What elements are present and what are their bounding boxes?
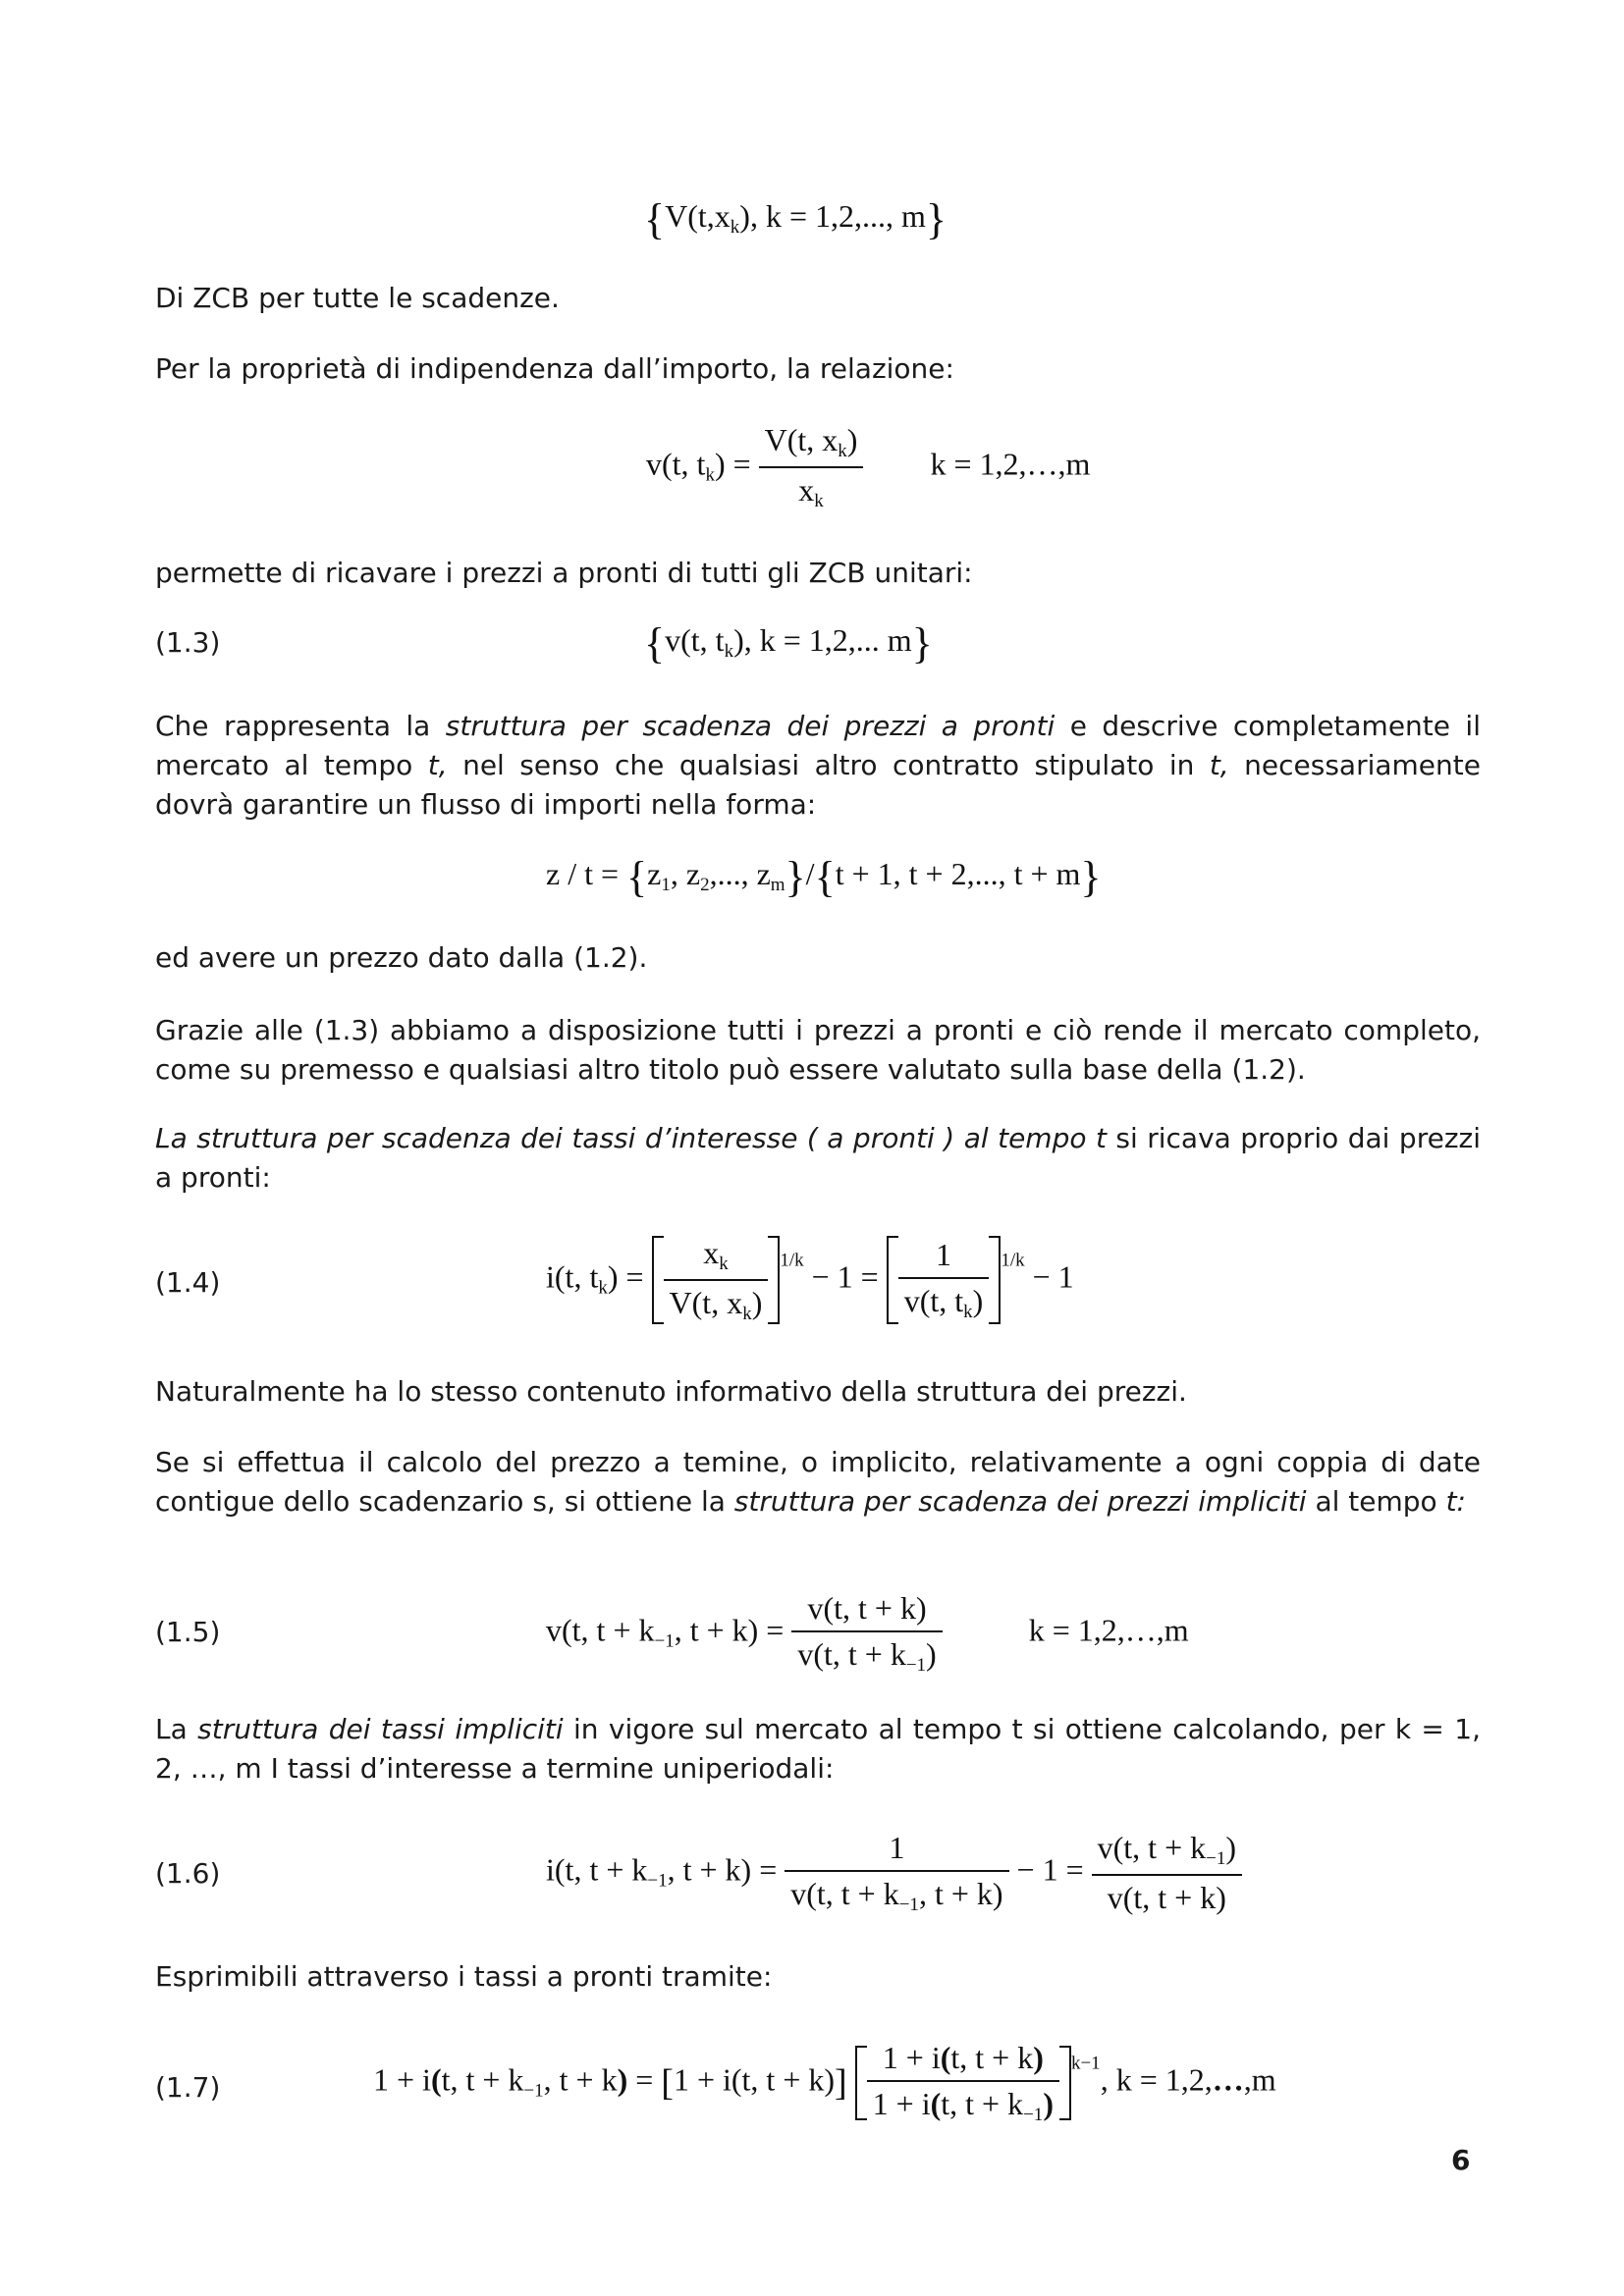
equation-cash-flow: $z / t = \{z_1$, $z_2$,..., $z_m\}/\{t + 1$, t + 2,..., t + m} xyxy=(546,853,1102,901)
paragraph-independence-property: Per la proprietà di indipendenza dall’importo, la relazione: xyxy=(155,352,954,385)
equation-label-1-6: (1.6) xyxy=(155,1857,221,1890)
emphasis-t: t, xyxy=(1209,749,1229,781)
text-run: al tempo xyxy=(1306,1485,1446,1518)
equation-label-1-4: (1.4) xyxy=(155,1266,221,1299)
paragraph-spot-price-structure xyxy=(155,707,1481,825)
equation-1-5: v(t, $t + k_{-1}$, t + k) = $\frac{v(t, t + k)}{v(t, t + k_{-1})}$ k = 1,2,…,m xyxy=(546,1590,1189,1676)
paragraph-implicit-rates xyxy=(155,1710,1481,1789)
paragraph-interest-rate-structure xyxy=(155,1119,1481,1198)
bracket-right xyxy=(989,1236,1001,1324)
text-run: e descrive completamente il mercato al tempo xyxy=(155,710,1481,781)
paragraph-zcb-maturities: Di ZCB per tutte le scadenze. xyxy=(155,282,560,314)
equation-set-V: {$V(t,x_k)$, k = 1,2,..., m} xyxy=(644,195,947,243)
equation-1-7: 1 + i(t, $t + k_{-1}$, t + k) = [1 + i(t, t + k)] $\frac{1 + i(t, t + k)}{1 + i(t, t + k_{-1})}$ $^{k-1}$, k = 1,2,…,m xyxy=(373,2040,1276,2125)
page-number: 6 xyxy=(1451,2144,1471,2176)
equation-label-1-3: (1.3) xyxy=(155,626,221,659)
bracket-right xyxy=(768,1236,780,1324)
bracket-right xyxy=(1059,2046,1071,2120)
paragraph-implicit-prices xyxy=(155,1443,1481,1522)
emphasis-t: t, xyxy=(427,749,448,781)
fraction-V-over-x: $\frac{V(t, x_k)}{x_k}$ xyxy=(759,422,864,512)
equation-label-1-5: (1.5) xyxy=(155,1616,221,1648)
equation-1-3: {v(t, $t_k$), k = 1,2,... m} xyxy=(644,619,933,667)
bracket-left xyxy=(855,2046,867,2120)
text-run: necessariamente dovrà garantire un flusso di importi nella forma: xyxy=(155,749,1481,821)
text-run: Che rappresenta la xyxy=(155,710,446,742)
text-run: nel senso che qualsiasi altro contratto stipulato in xyxy=(447,749,1210,781)
emphasis-t: t: xyxy=(1445,1485,1466,1518)
bracket-left xyxy=(887,1236,898,1324)
equation-1-4: i(t, $t_k$) = $\frac{x_k}{V(t, x_k)}$ $^{1/k}$ − 1 = $\frac{1}{v(t, t_k)}$ $^{1/k}$ − 1 xyxy=(546,1235,1074,1324)
text-run: in vigore sul mercato al tempo t si ottiene calcolando, per k = 1, 2, …, m I tassi d’interesse a termine uniperiodali: xyxy=(155,1713,1481,1785)
emphasis-interest-rate-structure: La struttura per scadenza dei tassi d’interesse ( a pronti ) al tempo t xyxy=(155,1122,1107,1154)
paragraph-same-information: Naturalmente ha lo stesso contenuto informativo della struttura dei prezzi. xyxy=(155,1375,1187,1408)
equation-1-6: i(t, $t + k_{-1}$, t + k) = $\frac{1}{v(t, t + k_{-1}, t + k)}$ − 1 = $\frac{v(t, t + k_{-1})}{v(t, t + k)}$ xyxy=(546,1830,1242,1916)
text-run: La xyxy=(155,1713,198,1745)
paragraph-expressible: Esprimibili attraverso i tassi a pronti tramite: xyxy=(155,1960,773,1993)
emphasis-implicit-price-structure: struttura per scadenza dei prezzi impliciti xyxy=(733,1485,1307,1518)
emphasis-implicit-rate-structure: struttura dei tassi impliciti xyxy=(197,1713,564,1745)
paragraph-derive-spot-prices: permette di ricavare i prezzi a pronti di tutti gli ZCB unitari: xyxy=(155,557,973,589)
text-run: si ricava proprio dai prezzi a pronti: xyxy=(155,1122,1481,1194)
bracket-left xyxy=(652,1236,664,1324)
equation-unit-zcb-price: v(t, $t_k$) = $\frac{V(t, x_k)}{x_k}$ k = 1,2,…,m xyxy=(646,422,1091,511)
paragraph-price-given: ed avere un prezzo dato dalla (1.2). xyxy=(155,941,648,974)
paragraph-complete-market: Grazie alle (1.3) abbiamo a disposizione tutti i prezzi a pronti e ciò rende il mercato completo, come su premesso e qualsiasi altro titolo può essere valutato sulla base della (1.2). xyxy=(155,1014,1481,1086)
equation-label-1-7: (1.7) xyxy=(155,2071,221,2104)
text-run: Se si effettua il calcolo del prezzo a temine, o implicito, relativamente a ogni coppia di date contigue dello scadenzario s, si ottiene la xyxy=(155,1446,1481,1518)
emphasis-spot-price-structure: struttura per scadenza dei prezzi a pronti xyxy=(445,710,1056,742)
